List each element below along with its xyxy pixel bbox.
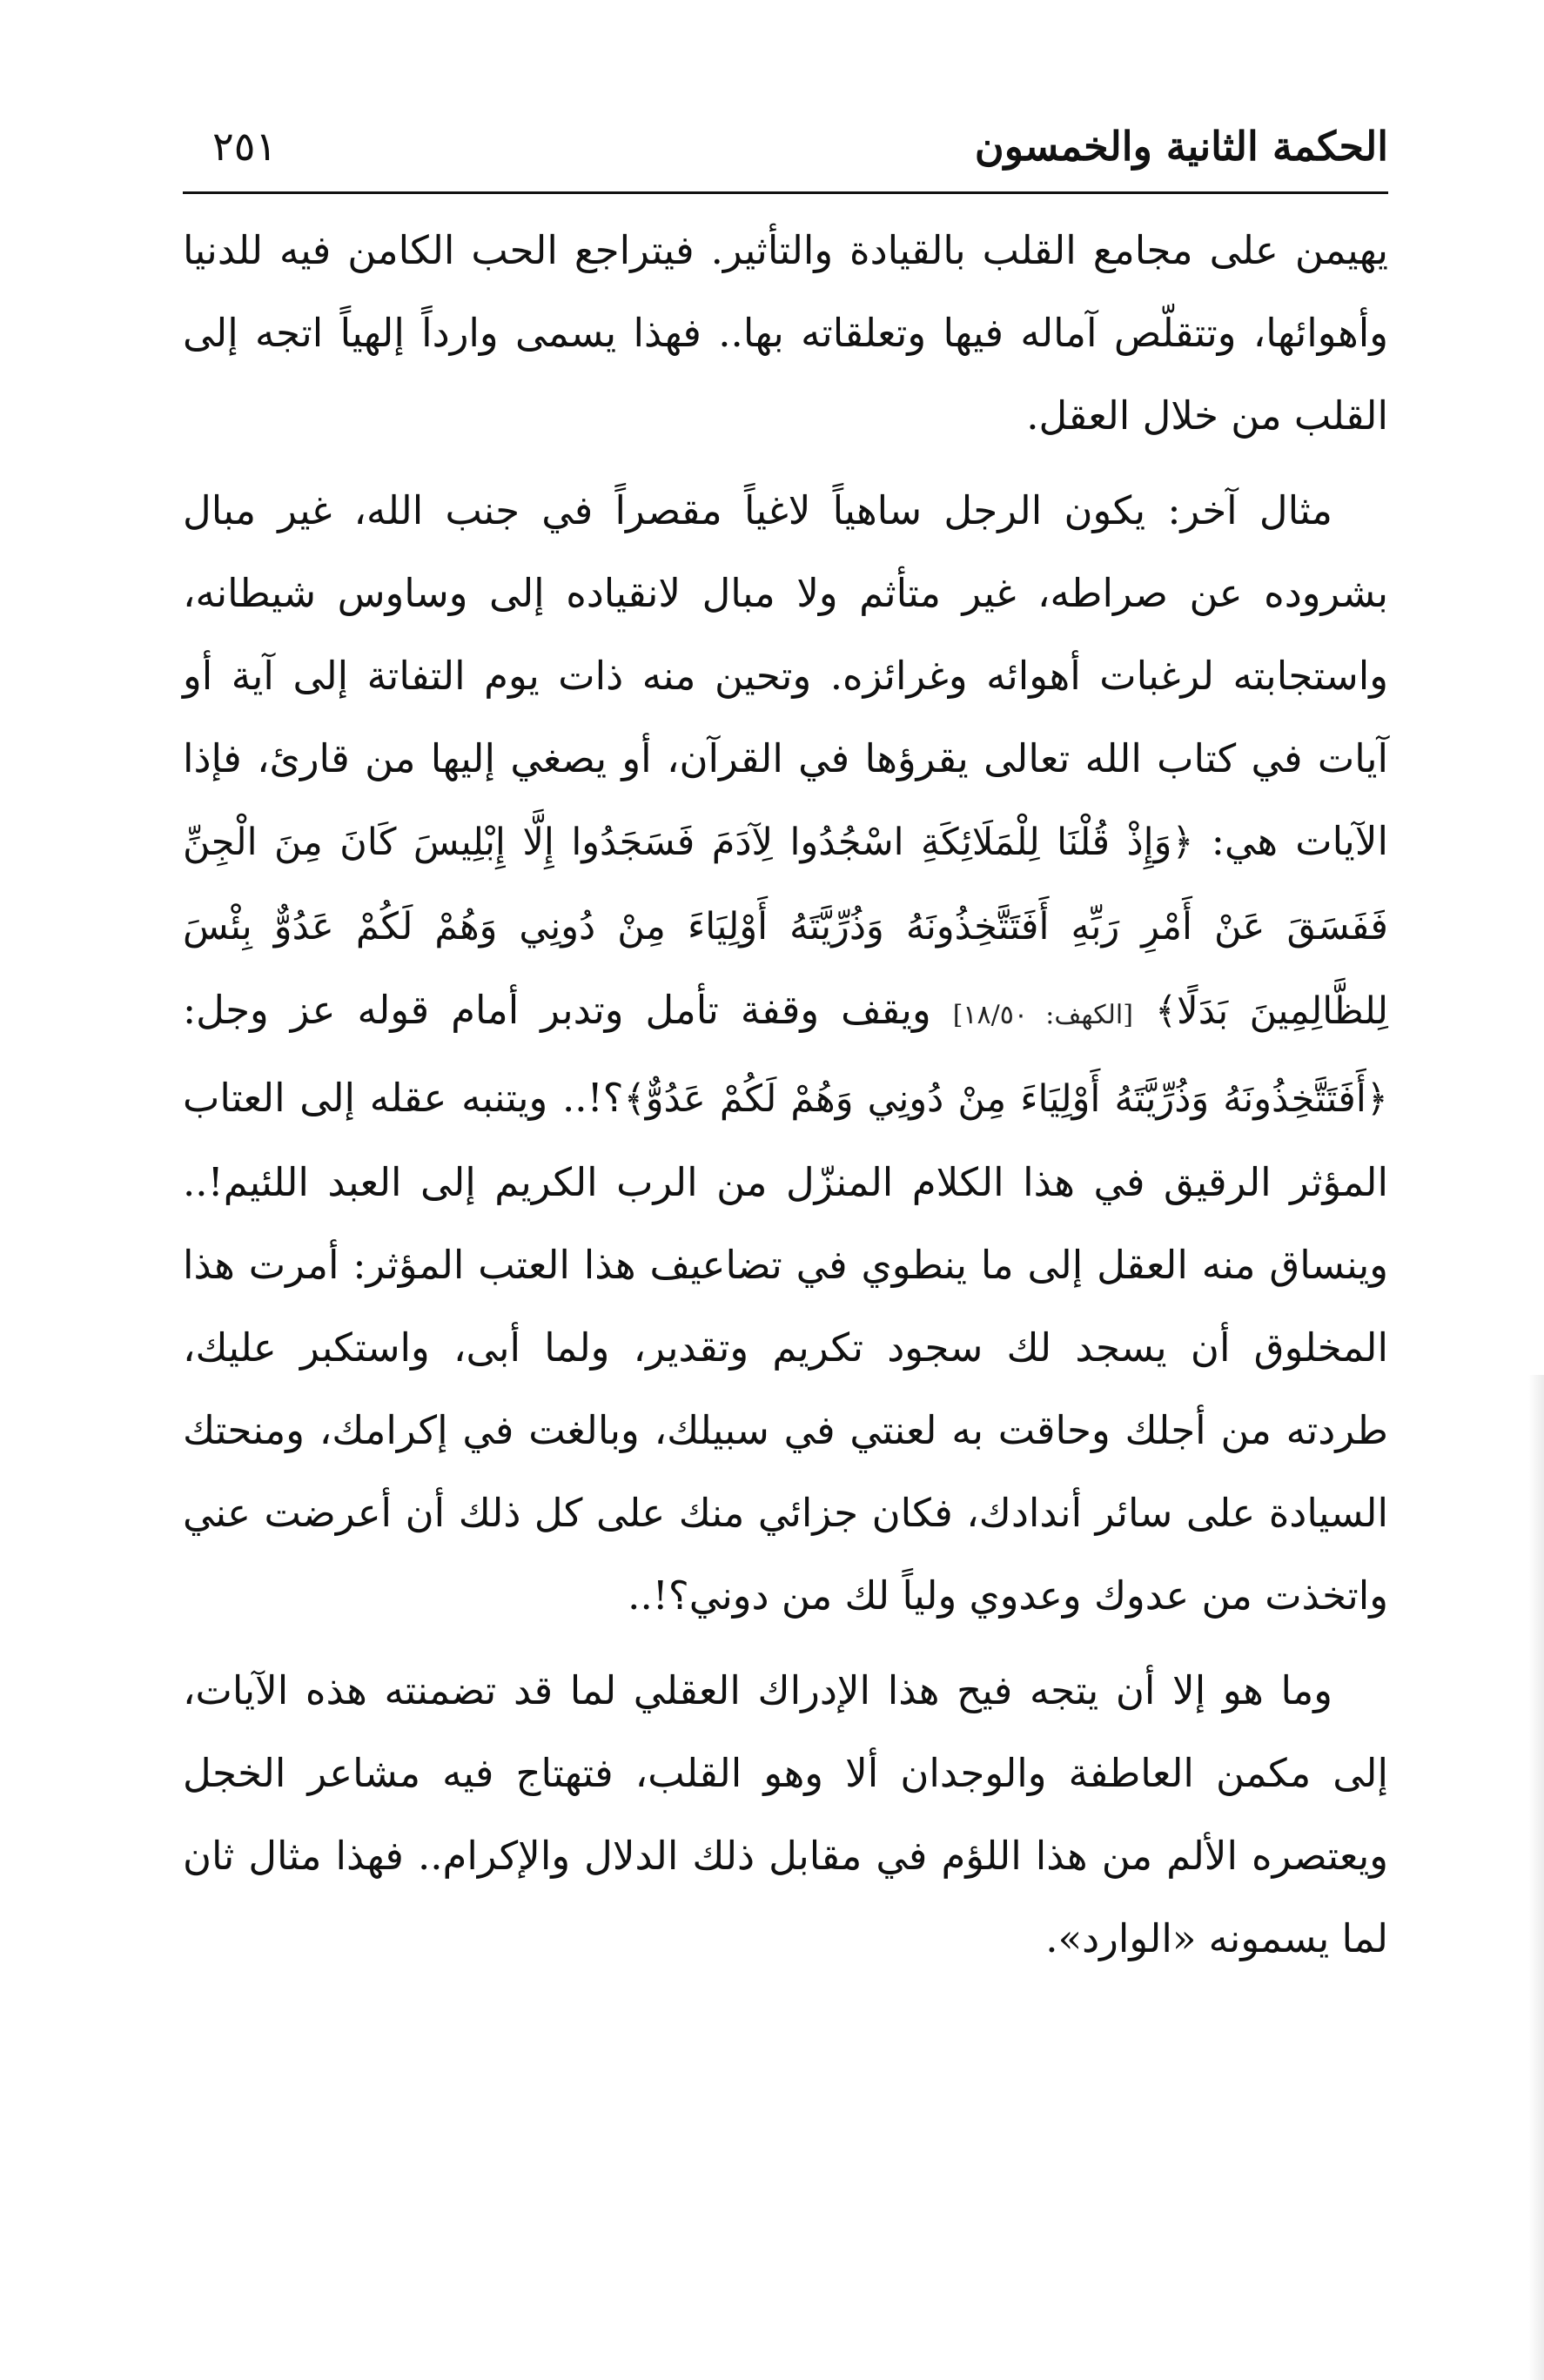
paragraph-1 xyxy=(183,209,1388,457)
paragraph-2-intro: مثال آخر: يكون الرجل ساهياً لاغياً مقصراً في جنب الله، غير مبال بشروده عن صراطه، غير متأثم ولا مبال لانقياده إلى وساوس شيطانه، واستجابته لرغبات أهوائه وغرائزه. وتحين منه ذات يوم التفاتة إلى آية أو آيات في كتاب الله تعالى يقرؤها في القرآن، أو يصغي إليها من قارئ، فإذا الآيات هي: xyxy=(183,487,1388,864)
quran-verse-kahf-50: ﴿وَإِذْ قُلْنَا لِلْمَلَائِكَةِ اسْجُدُوا لِآدَمَ فَسَجَدُوا إِلَّا إِبْلِيسَ كَانَ مِنَ الْجِنِّ فَفَسَقَ عَنْ أَمْرِ رَبِّهِ أَفَتَتَّخِذُونَهُ وَذُرِّيَّتَهُ أَوْلِيَاءَ مِنْ دُونِي وَهُمْ لَكُمْ عَدُوٌّ بِئْسَ لِلظَّالِمِينَ بَدَلًا﴾ xyxy=(183,821,1388,1033)
paragraph-3-intro: ويقف وقفة تأمل وتدبر أمام قوله عز وجل: xyxy=(183,987,931,1033)
page-header xyxy=(183,120,1388,191)
paragraph-3-text: ؟!.. ويتنبه عقله إلى العتاب المؤثر الرقيق في هذا الكلام المنزّل من الرب الكريم إلى العبد اللئيم!.. وينساق منه العقل إلى ما ينطوي في تضاعيف هذا العتب المؤثر: أمرت هذا المخلوق أن يسجد لك سجود تكريم وتقدير، ولما أبى، واستكبر عليك، طردته من أجلك وحاقت به لعنتي في سبيلك، وبالغت في إكرامك، ومنحتك السيادة على سائر أندادك، فكان جزائي منك على كل ذلك أن أعرضت عني واتخذت من عدوك وعدوي ولياً لك من دوني؟!.. xyxy=(183,1075,1388,1619)
header-rule xyxy=(183,191,1388,194)
page-body xyxy=(183,209,1388,1992)
page-edge-shadow xyxy=(1528,1375,1544,2380)
verse-citation: [الكهف: ١٨/٥٠] xyxy=(952,1000,1133,1030)
page-number: ٢٥١ xyxy=(212,123,278,170)
paragraph-4 xyxy=(183,1649,1388,1980)
quran-verse-excerpt: ﴿أَفَتَتَّخِذُونَهُ وَذُرِّيَّتَهُ أَوْلِيَاءَ مِنْ دُونِي وَهُمْ لَكُمْ عَدُوٌّ﴾ xyxy=(623,1077,1388,1121)
paragraph-2 xyxy=(183,469,1388,1637)
paragraph-1-text: يهيمن على مجامع القلب بالقيادة والتأثير. فيتراجع الحب الكامن فيه للدنيا وأهوائها، وتتقلّص آماله فيها وتعلقاته بها.. فهذا يسمى وارداً إلهياً اتجه إلى القلب من خلال العقل. xyxy=(183,227,1388,439)
paragraph-4-text: وما هو إلا أن يتجه فيح هذا الإدراك العقلي لما قد تضمنته هذه الآيات، إلى مكمن العاطفة والوجدان ألا وهو القلب، فتهتاج فيه مشاعر الخجل ويعتصره الألم من هذا اللؤم في مقابل ذلك الدلال والإكرام.. فهذا مثال ثان لما يسمونه «الوارد». xyxy=(183,1667,1388,1961)
running-title: الحكمة الثانية والخمسون xyxy=(974,123,1388,170)
